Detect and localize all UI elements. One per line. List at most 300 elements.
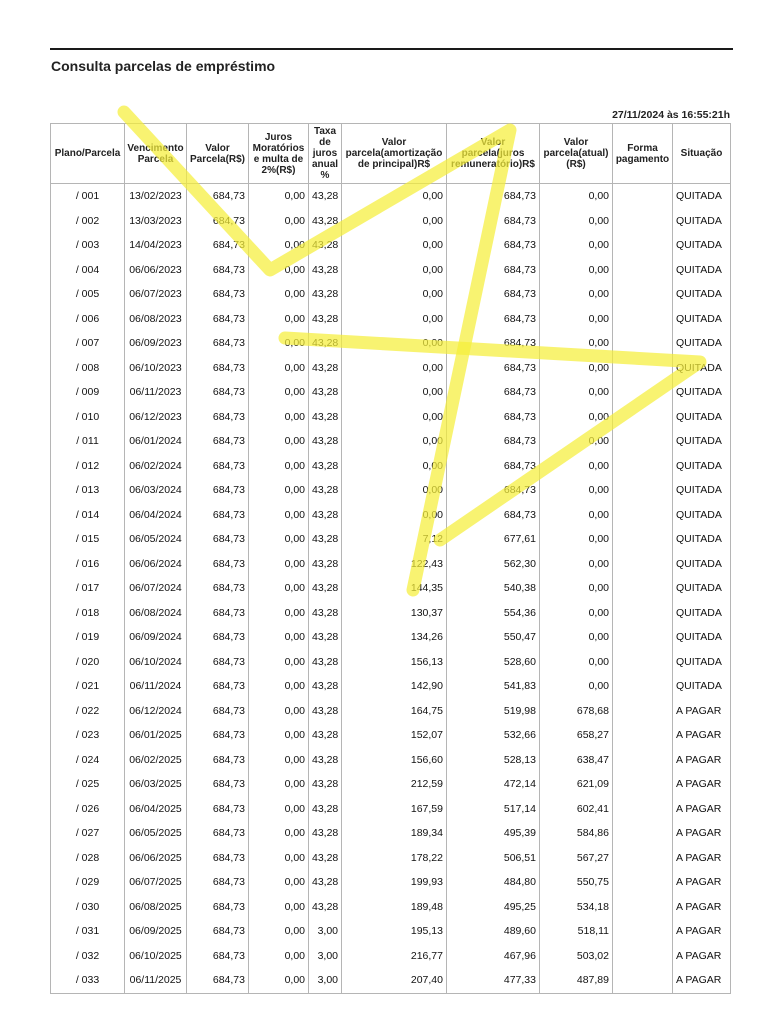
query-timestamp: 27/11/2024 às 16:55:21h (612, 109, 730, 121)
cell-plano-parcela: / 032 (51, 944, 125, 969)
cell-situacao: QUITADA (673, 601, 731, 626)
cell-plano-parcela: / 027 (51, 821, 125, 846)
cell-vencimento: 06/01/2025 (125, 723, 187, 748)
table-row (51, 601, 731, 626)
cell-valor-atual: 0,00 (540, 429, 613, 454)
cell-juros-remuneratorio: 550,47 (447, 625, 540, 650)
cell-situacao: QUITADA (673, 282, 731, 307)
cell-juros-remuneratorio: 684,73 (447, 331, 540, 356)
cell-amortizacao: 152,07 (342, 723, 447, 748)
table-row (51, 576, 731, 601)
cell-valor-atual: 550,75 (540, 870, 613, 895)
cell-amortizacao: 0,00 (342, 429, 447, 454)
cell-plano-parcela: / 030 (51, 895, 125, 920)
cell-juros-remuneratorio: 489,60 (447, 919, 540, 944)
table-row (51, 184, 731, 209)
cell-plano-parcela: / 020 (51, 650, 125, 675)
cell-valor-parcela: 684,73 (187, 527, 249, 552)
cell-valor-parcela: 684,73 (187, 650, 249, 675)
cell-forma-pagamento (613, 821, 673, 846)
cell-situacao: A PAGAR (673, 699, 731, 724)
cell-taxa-juros: 43,28 (309, 870, 342, 895)
cell-amortizacao: 0,00 (342, 258, 447, 283)
cell-situacao: QUITADA (673, 454, 731, 479)
cell-situacao: QUITADA (673, 209, 731, 234)
cell-taxa-juros: 43,28 (309, 503, 342, 528)
cell-situacao: QUITADA (673, 184, 731, 209)
col-header-situacao: Situação (673, 124, 731, 184)
cell-plano-parcela: / 022 (51, 699, 125, 724)
table-row (51, 503, 731, 528)
cell-valor-atual: 0,00 (540, 601, 613, 626)
cell-situacao: QUITADA (673, 331, 731, 356)
table-row (51, 454, 731, 479)
cell-taxa-juros: 43,28 (309, 699, 342, 724)
cell-situacao: QUITADA (673, 650, 731, 675)
cell-vencimento: 06/08/2025 (125, 895, 187, 920)
cell-taxa-juros: 43,28 (309, 552, 342, 577)
cell-valor-parcela: 684,73 (187, 772, 249, 797)
cell-plano-parcela: / 029 (51, 870, 125, 895)
cell-plano-parcela: / 006 (51, 307, 125, 332)
cell-situacao: QUITADA (673, 552, 731, 577)
cell-amortizacao: 0,00 (342, 307, 447, 332)
cell-juros-moratorios: 0,00 (249, 846, 309, 871)
cell-valor-parcela: 684,73 (187, 797, 249, 822)
table-row (51, 258, 731, 283)
cell-valor-atual: 638,47 (540, 748, 613, 773)
table-row (51, 282, 731, 307)
cell-juros-moratorios: 0,00 (249, 968, 309, 993)
table-header-row (51, 124, 731, 184)
cell-situacao: QUITADA (673, 527, 731, 552)
cell-valor-atual: 0,00 (540, 405, 613, 430)
cell-vencimento: 06/10/2024 (125, 650, 187, 675)
cell-juros-moratorios: 0,00 (249, 919, 309, 944)
cell-taxa-juros: 3,00 (309, 968, 342, 993)
cell-juros-moratorios: 0,00 (249, 258, 309, 283)
cell-juros-remuneratorio: 684,73 (447, 307, 540, 332)
cell-forma-pagamento (613, 870, 673, 895)
cell-taxa-juros: 43,28 (309, 895, 342, 920)
cell-valor-parcela: 684,73 (187, 209, 249, 234)
cell-amortizacao: 0,00 (342, 184, 447, 209)
cell-situacao: QUITADA (673, 233, 731, 258)
cell-juros-moratorios: 0,00 (249, 601, 309, 626)
cell-vencimento: 06/09/2024 (125, 625, 187, 650)
cell-plano-parcela: / 033 (51, 968, 125, 993)
cell-forma-pagamento (613, 184, 673, 209)
cell-juros-remuneratorio: 517,14 (447, 797, 540, 822)
table-row (51, 944, 731, 969)
cell-forma-pagamento (613, 356, 673, 381)
cell-plano-parcela: / 017 (51, 576, 125, 601)
cell-vencimento: 06/05/2024 (125, 527, 187, 552)
installments-table (50, 123, 731, 994)
cell-valor-atual: 602,41 (540, 797, 613, 822)
cell-vencimento: 06/07/2025 (125, 870, 187, 895)
cell-amortizacao: 0,00 (342, 454, 447, 479)
cell-taxa-juros: 43,28 (309, 674, 342, 699)
cell-plano-parcela: / 024 (51, 748, 125, 773)
col-header-juros-remuneratorio: Valor parcela(juros remuneratório)R$ (447, 124, 540, 184)
cell-valor-atual: 0,00 (540, 552, 613, 577)
cell-amortizacao: 0,00 (342, 331, 447, 356)
cell-vencimento: 06/05/2025 (125, 821, 187, 846)
cell-forma-pagamento (613, 405, 673, 430)
cell-valor-atual: 0,00 (540, 674, 613, 699)
cell-juros-moratorios: 0,00 (249, 356, 309, 381)
cell-valor-atual: 0,00 (540, 650, 613, 675)
cell-amortizacao: 0,00 (342, 405, 447, 430)
page-title: Consulta parcelas de empréstimo (51, 58, 276, 74)
cell-juros-remuneratorio: 495,25 (447, 895, 540, 920)
cell-valor-atual: 0,00 (540, 184, 613, 209)
cell-juros-moratorios: 0,00 (249, 527, 309, 552)
cell-juros-moratorios: 0,00 (249, 748, 309, 773)
cell-valor-parcela: 684,73 (187, 454, 249, 479)
cell-vencimento: 06/07/2023 (125, 282, 187, 307)
col-header-amortizacao: Valor parcela(amortização de principal)R$ (342, 124, 447, 184)
cell-vencimento: 06/04/2025 (125, 797, 187, 822)
cell-valor-atual: 0,00 (540, 233, 613, 258)
cell-juros-remuneratorio: 684,73 (447, 429, 540, 454)
cell-valor-parcela: 684,73 (187, 478, 249, 503)
cell-situacao: QUITADA (673, 478, 731, 503)
cell-vencimento: 13/02/2023 (125, 184, 187, 209)
cell-plano-parcela: / 004 (51, 258, 125, 283)
cell-plano-parcela: / 002 (51, 209, 125, 234)
cell-situacao: QUITADA (673, 405, 731, 430)
cell-vencimento: 06/11/2024 (125, 674, 187, 699)
cell-juros-remuneratorio: 684,73 (447, 380, 540, 405)
cell-juros-remuneratorio: 562,30 (447, 552, 540, 577)
table-row (51, 527, 731, 552)
cell-amortizacao: 156,13 (342, 650, 447, 675)
cell-situacao: A PAGAR (673, 870, 731, 895)
cell-taxa-juros: 43,28 (309, 356, 342, 381)
table-row (51, 552, 731, 577)
cell-plano-parcela: / 019 (51, 625, 125, 650)
cell-valor-parcela: 684,73 (187, 331, 249, 356)
cell-situacao: A PAGAR (673, 723, 731, 748)
cell-forma-pagamento (613, 478, 673, 503)
cell-valor-parcela: 684,73 (187, 184, 249, 209)
table-row (51, 331, 731, 356)
cell-valor-parcela: 684,73 (187, 282, 249, 307)
cell-juros-remuneratorio: 684,73 (447, 478, 540, 503)
cell-plano-parcela: / 001 (51, 184, 125, 209)
cell-valor-atual: 0,00 (540, 209, 613, 234)
cell-juros-remuneratorio: 684,73 (447, 503, 540, 528)
cell-valor-atual: 534,18 (540, 895, 613, 920)
cell-juros-remuneratorio: 477,33 (447, 968, 540, 993)
cell-situacao: A PAGAR (673, 797, 731, 822)
cell-situacao: QUITADA (673, 258, 731, 283)
cell-valor-atual: 0,00 (540, 356, 613, 381)
cell-taxa-juros: 43,28 (309, 478, 342, 503)
cell-forma-pagamento (613, 723, 673, 748)
cell-forma-pagamento (613, 503, 673, 528)
cell-valor-parcela: 684,73 (187, 944, 249, 969)
cell-forma-pagamento (613, 944, 673, 969)
cell-valor-atual: 0,00 (540, 625, 613, 650)
cell-valor-atual: 584,86 (540, 821, 613, 846)
cell-juros-remuneratorio: 684,73 (447, 405, 540, 430)
cell-juros-moratorios: 0,00 (249, 797, 309, 822)
cell-juros-moratorios: 0,00 (249, 576, 309, 601)
cell-situacao: QUITADA (673, 380, 731, 405)
cell-juros-moratorios: 0,00 (249, 307, 309, 332)
table-row (51, 968, 731, 993)
cell-forma-pagamento (613, 282, 673, 307)
cell-taxa-juros: 43,28 (309, 748, 342, 773)
cell-juros-remuneratorio: 677,61 (447, 527, 540, 552)
cell-valor-parcela: 684,73 (187, 356, 249, 381)
cell-forma-pagamento (613, 650, 673, 675)
cell-juros-moratorios: 0,00 (249, 650, 309, 675)
cell-valor-parcela: 684,73 (187, 846, 249, 871)
cell-valor-atual: 518,11 (540, 919, 613, 944)
cell-valor-atual: 658,27 (540, 723, 613, 748)
cell-valor-parcela: 684,73 (187, 674, 249, 699)
cell-forma-pagamento (613, 429, 673, 454)
cell-juros-moratorios: 0,00 (249, 282, 309, 307)
cell-forma-pagamento (613, 552, 673, 577)
cell-juros-remuneratorio: 467,96 (447, 944, 540, 969)
table-row (51, 209, 731, 234)
cell-amortizacao: 134,26 (342, 625, 447, 650)
cell-valor-parcela: 684,73 (187, 552, 249, 577)
cell-valor-parcela: 684,73 (187, 429, 249, 454)
cell-taxa-juros: 43,28 (309, 576, 342, 601)
cell-valor-parcela: 684,73 (187, 233, 249, 258)
cell-plano-parcela: / 011 (51, 429, 125, 454)
cell-vencimento: 06/03/2024 (125, 478, 187, 503)
cell-amortizacao: 0,00 (342, 233, 447, 258)
cell-amortizacao: 164,75 (342, 699, 447, 724)
cell-plano-parcela: / 013 (51, 478, 125, 503)
cell-forma-pagamento (613, 772, 673, 797)
cell-juros-moratorios: 0,00 (249, 699, 309, 724)
cell-juros-remuneratorio: 532,66 (447, 723, 540, 748)
cell-forma-pagamento (613, 919, 673, 944)
cell-juros-moratorios: 0,00 (249, 870, 309, 895)
cell-juros-remuneratorio: 472,14 (447, 772, 540, 797)
cell-forma-pagamento (613, 601, 673, 626)
table-row (51, 429, 731, 454)
cell-amortizacao: 0,00 (342, 380, 447, 405)
cell-juros-moratorios: 0,00 (249, 674, 309, 699)
cell-juros-moratorios: 0,00 (249, 454, 309, 479)
cell-plano-parcela: / 012 (51, 454, 125, 479)
cell-taxa-juros: 43,28 (309, 650, 342, 675)
cell-valor-atual: 0,00 (540, 331, 613, 356)
cell-taxa-juros: 3,00 (309, 944, 342, 969)
cell-amortizacao: 0,00 (342, 282, 447, 307)
cell-valor-atual: 0,00 (540, 258, 613, 283)
cell-juros-moratorios: 0,00 (249, 209, 309, 234)
cell-amortizacao: 199,93 (342, 870, 447, 895)
cell-valor-atual: 0,00 (540, 454, 613, 479)
table-row (51, 870, 731, 895)
cell-plano-parcela: / 028 (51, 846, 125, 871)
cell-juros-moratorios: 0,00 (249, 772, 309, 797)
col-header-valor-parcela: Valor Parcela(R$) (187, 124, 249, 184)
cell-taxa-juros: 43,28 (309, 723, 342, 748)
cell-forma-pagamento (613, 846, 673, 871)
cell-valor-parcela: 684,73 (187, 968, 249, 993)
cell-taxa-juros: 43,28 (309, 405, 342, 430)
cell-plano-parcela: / 007 (51, 331, 125, 356)
cell-valor-parcela: 684,73 (187, 258, 249, 283)
cell-amortizacao: 167,59 (342, 797, 447, 822)
cell-amortizacao: 212,59 (342, 772, 447, 797)
cell-forma-pagamento (613, 454, 673, 479)
cell-juros-moratorios: 0,00 (249, 895, 309, 920)
cell-juros-remuneratorio: 484,80 (447, 870, 540, 895)
cell-taxa-juros: 43,28 (309, 797, 342, 822)
cell-amortizacao: 0,00 (342, 478, 447, 503)
cell-valor-parcela: 684,73 (187, 870, 249, 895)
cell-amortizacao: 216,77 (342, 944, 447, 969)
cell-valor-atual: 0,00 (540, 503, 613, 528)
cell-taxa-juros: 43,28 (309, 625, 342, 650)
table-row (51, 748, 731, 773)
cell-vencimento: 06/04/2024 (125, 503, 187, 528)
cell-taxa-juros: 43,28 (309, 772, 342, 797)
cell-vencimento: 06/09/2025 (125, 919, 187, 944)
cell-valor-parcela: 684,73 (187, 723, 249, 748)
cell-taxa-juros: 43,28 (309, 380, 342, 405)
table-row (51, 797, 731, 822)
cell-situacao: QUITADA (673, 429, 731, 454)
cell-juros-remuneratorio: 684,73 (447, 282, 540, 307)
cell-vencimento: 06/10/2025 (125, 944, 187, 969)
cell-taxa-juros: 43,28 (309, 209, 342, 234)
cell-forma-pagamento (613, 209, 673, 234)
cell-vencimento: 06/12/2024 (125, 699, 187, 724)
cell-juros-moratorios: 0,00 (249, 625, 309, 650)
cell-taxa-juros: 43,28 (309, 331, 342, 356)
cell-juros-moratorios: 0,00 (249, 723, 309, 748)
cell-plano-parcela: / 018 (51, 601, 125, 626)
cell-juros-moratorios: 0,00 (249, 380, 309, 405)
cell-vencimento: 06/08/2024 (125, 601, 187, 626)
cell-plano-parcela: / 026 (51, 797, 125, 822)
cell-plano-parcela: / 010 (51, 405, 125, 430)
cell-situacao: A PAGAR (673, 968, 731, 993)
cell-plano-parcela: / 021 (51, 674, 125, 699)
table-row (51, 846, 731, 871)
cell-forma-pagamento (613, 625, 673, 650)
cell-juros-remuneratorio: 528,13 (447, 748, 540, 773)
cell-amortizacao: 189,48 (342, 895, 447, 920)
cell-vencimento: 06/06/2025 (125, 846, 187, 871)
cell-taxa-juros: 43,28 (309, 601, 342, 626)
cell-forma-pagamento (613, 576, 673, 601)
cell-valor-parcela: 684,73 (187, 821, 249, 846)
cell-forma-pagamento (613, 797, 673, 822)
cell-vencimento: 06/10/2023 (125, 356, 187, 381)
cell-juros-moratorios: 0,00 (249, 944, 309, 969)
cell-amortizacao: 0,00 (342, 356, 447, 381)
table-row (51, 895, 731, 920)
cell-taxa-juros: 3,00 (309, 919, 342, 944)
cell-taxa-juros: 43,28 (309, 527, 342, 552)
cell-juros-remuneratorio: 540,38 (447, 576, 540, 601)
cell-juros-remuneratorio: 506,51 (447, 846, 540, 871)
cell-valor-parcela: 684,73 (187, 380, 249, 405)
table-row (51, 821, 731, 846)
cell-juros-moratorios: 0,00 (249, 184, 309, 209)
table-row (51, 625, 731, 650)
cell-situacao: A PAGAR (673, 821, 731, 846)
cell-taxa-juros: 43,28 (309, 429, 342, 454)
cell-vencimento: 06/09/2023 (125, 331, 187, 356)
cell-juros-moratorios: 0,00 (249, 331, 309, 356)
cell-juros-moratorios: 0,00 (249, 552, 309, 577)
cell-situacao: QUITADA (673, 503, 731, 528)
cell-plano-parcela: / 003 (51, 233, 125, 258)
cell-valor-parcela: 684,73 (187, 699, 249, 724)
cell-juros-remuneratorio: 554,36 (447, 601, 540, 626)
cell-plano-parcela: / 015 (51, 527, 125, 552)
col-header-forma-pagamento: Forma pagamento (613, 124, 673, 184)
cell-forma-pagamento (613, 307, 673, 332)
cell-valor-parcela: 684,73 (187, 625, 249, 650)
cell-amortizacao: 0,00 (342, 209, 447, 234)
cell-amortizacao: 0,00 (342, 503, 447, 528)
cell-juros-remuneratorio: 684,73 (447, 184, 540, 209)
cell-plano-parcela: / 014 (51, 503, 125, 528)
cell-forma-pagamento (613, 527, 673, 552)
cell-juros-moratorios: 0,00 (249, 478, 309, 503)
cell-valor-atual: 0,00 (540, 478, 613, 503)
cell-plano-parcela: / 023 (51, 723, 125, 748)
cell-situacao: A PAGAR (673, 846, 731, 871)
cell-amortizacao: 178,22 (342, 846, 447, 871)
table-row (51, 674, 731, 699)
cell-juros-remuneratorio: 684,73 (447, 258, 540, 283)
table-row (51, 723, 731, 748)
cell-vencimento: 06/06/2024 (125, 552, 187, 577)
cell-juros-remuneratorio: 684,73 (447, 356, 540, 381)
cell-juros-moratorios: 0,00 (249, 405, 309, 430)
cell-plano-parcela: / 005 (51, 282, 125, 307)
cell-situacao: QUITADA (673, 307, 731, 332)
cell-situacao: A PAGAR (673, 919, 731, 944)
cell-amortizacao: 130,37 (342, 601, 447, 626)
table-row (51, 699, 731, 724)
cell-plano-parcela: / 008 (51, 356, 125, 381)
cell-taxa-juros: 43,28 (309, 454, 342, 479)
cell-taxa-juros: 43,28 (309, 307, 342, 332)
cell-situacao: QUITADA (673, 576, 731, 601)
cell-juros-moratorios: 0,00 (249, 821, 309, 846)
col-header-taxa-juros: Taxa de juros anual % (309, 124, 342, 184)
table-row (51, 380, 731, 405)
cell-taxa-juros: 43,28 (309, 821, 342, 846)
cell-juros-moratorios: 0,00 (249, 429, 309, 454)
cell-vencimento: 06/12/2023 (125, 405, 187, 430)
cell-valor-parcela: 684,73 (187, 895, 249, 920)
cell-valor-atual: 503,02 (540, 944, 613, 969)
cell-valor-atual: 0,00 (540, 282, 613, 307)
cell-vencimento: 06/03/2025 (125, 772, 187, 797)
col-header-valor-atual: Valor parcela(atual) (R$) (540, 124, 613, 184)
cell-valor-parcela: 684,73 (187, 576, 249, 601)
